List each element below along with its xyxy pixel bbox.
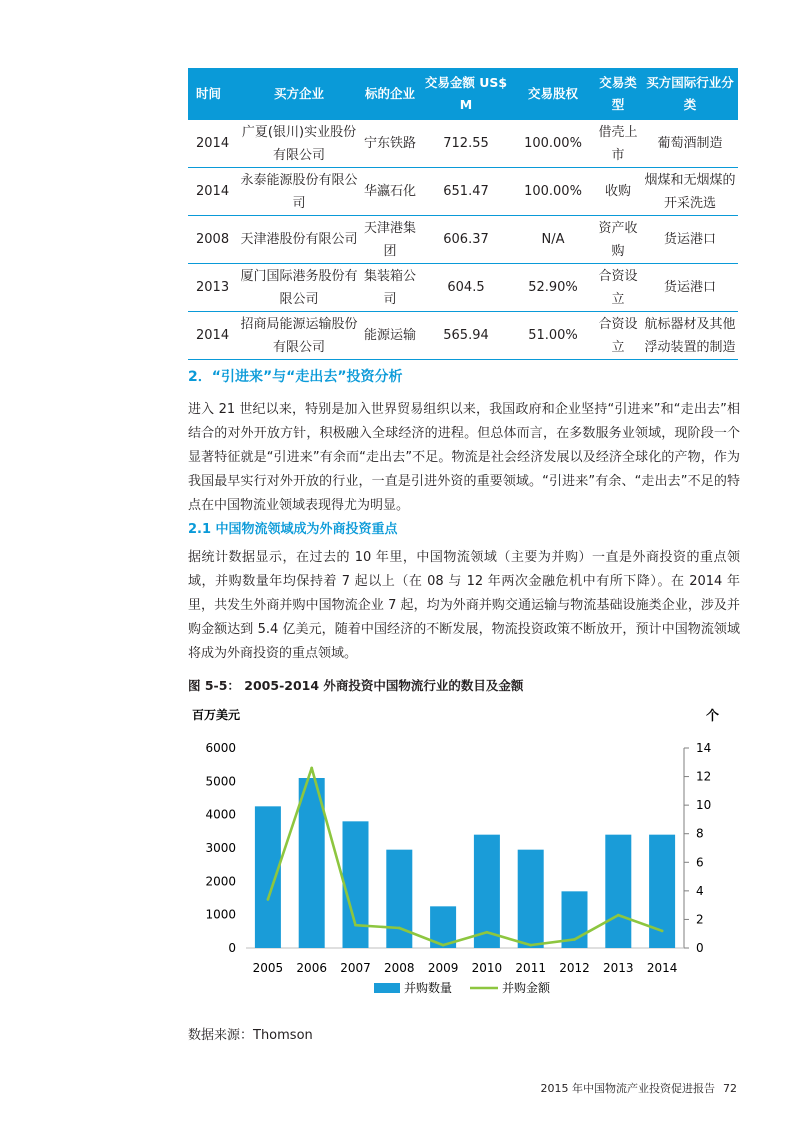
x-tick-label: 2012 (559, 961, 590, 975)
body-paragraph: 据统计数据显示，在过去的 10 年里，中国物流领域（主要为并购）一直是外商投资的重点领域，并购数量年均保持着 7 起以上（在 08 与 12 年两次金融危机中有所下降）。在 2014 年里，共发生外商并购中国物流企业 7 起，均为外商并购交通运输与物流基础设施类企业，涉及并购金额达到 5.4 亿美元，随着中国经济的不断发展，物流投资政策不断放开，预计中国物流领域将成为外商投资的重点领域。 (188, 550, 740, 661)
left-tick-label: 4000 (205, 807, 236, 822)
subsection-heading: 2.1 中国物流领域成为外商投资重点 (188, 522, 398, 537)
table-cell: 2014 (188, 120, 238, 168)
table-cell: 合资设立 (594, 264, 642, 312)
x-tick-label: 2011 (515, 961, 546, 975)
right-tick-label: 8 (696, 826, 704, 841)
legend-label: 并购数量 (404, 981, 453, 995)
bar (518, 850, 544, 948)
transaction-table (188, 68, 738, 360)
left-tick-label: 1000 (205, 907, 236, 922)
column-header: 买方企业 (238, 68, 360, 120)
table-cell: 565.94 (420, 312, 512, 360)
page-footer (533, 1080, 738, 1096)
x-tick-label: 2010 (471, 961, 503, 975)
x-tick-label: 2006 (296, 961, 327, 975)
x-tick-label: 2009 (427, 961, 459, 975)
table-cell: 天津港股份有限公司 (238, 216, 360, 264)
x-tick-label: 2013 (603, 961, 634, 975)
legend-label: 并购金额 (502, 981, 551, 995)
column-header: 交易类型 (594, 68, 642, 120)
left-tick-label: 0 (228, 941, 236, 955)
chart-container (180, 700, 740, 1012)
table-cell: 葡萄酒制造 (642, 120, 738, 168)
table-cell: 集装箱公司 (360, 264, 420, 312)
right-tick-label: 14 (696, 741, 712, 755)
legend-swatch-bar (374, 983, 400, 993)
line-point (310, 767, 313, 770)
line-point (573, 938, 576, 941)
table-cell: 借壳上市 (594, 120, 642, 168)
right-tick-label: 2 (696, 912, 704, 927)
page-number: 72 (723, 1082, 737, 1095)
table-row (188, 312, 738, 360)
line-point (529, 944, 532, 947)
table-row (188, 264, 738, 312)
table-cell: 52.90% (512, 264, 594, 312)
right-tick-label: 10 (696, 798, 712, 813)
line-point (661, 929, 664, 932)
combo-chart (180, 700, 740, 1012)
table-cell: 天津港集团 (360, 216, 420, 264)
table-header-row (188, 68, 738, 120)
x-tick-label: 2008 (384, 961, 415, 975)
line-point (354, 924, 357, 927)
bar (386, 850, 412, 948)
table-cell: 货运港口 (642, 264, 738, 312)
right-tick-label: 6 (696, 855, 704, 870)
table-cell: 宁东铁路 (360, 120, 420, 168)
table-cell: 厦门国际港务股份有限公司 (238, 264, 360, 312)
table-cell: 2008 (188, 216, 238, 264)
table-cell: 资产收购 (594, 216, 642, 264)
table-row (188, 120, 738, 168)
table-cell: 2014 (188, 312, 238, 360)
line-point (442, 944, 445, 947)
left-tick-label: 6000 (205, 741, 236, 755)
table-cell: 广夏(银川)实业股份有限公司 (238, 120, 360, 168)
table-cell: 2013 (188, 264, 238, 312)
line-series-path (268, 768, 662, 945)
table-cell: 651.47 (420, 168, 512, 216)
table-cell: 604.5 (420, 264, 512, 312)
column-header: 交易股权 (512, 68, 594, 120)
line-point (398, 927, 401, 930)
table-cell: 烟煤和无烟煤的开采洗选 (642, 168, 738, 216)
column-header: 时间 (188, 68, 238, 120)
table-cell: 航标器材及其他浮动装置的制造 (642, 312, 738, 360)
table-cell: 712.55 (420, 120, 512, 168)
table-cell: 招商局能源运输股份有限公司 (238, 312, 360, 360)
x-tick-label: 2007 (340, 961, 371, 975)
line-point (267, 898, 270, 901)
table-cell: 51.00% (512, 312, 594, 360)
bar (605, 835, 631, 948)
line-point (486, 931, 489, 934)
column-header: 买方国际行业分类 (642, 68, 738, 120)
right-tick-label: 4 (696, 883, 704, 898)
table-cell: 能源运输 (360, 312, 420, 360)
data-source: 数据来源：Thomson (188, 1028, 313, 1043)
figure-title: 图 5-5： 2005-2014 外商投资中国物流行业的数目及金额 (188, 678, 524, 693)
footer-title: 2015 年中国物流产业投资促进报告 (540, 1082, 715, 1095)
table-cell: 收购 (594, 168, 642, 216)
left-tick-label: 3000 (205, 841, 236, 855)
body-paragraph: 进入 21 世纪以来，特别是加入世界贸易组织以来，我国政府和企业坚持“引进来”和“走出去”相结合的对外开放方针，积极融入全球经济的进程。但总体而言，在多数服务业领域，现阶段一个显著特征就是“引进来”有余而“走出去”不足。物流是社会经济发展以及经济全球化的产物，作为我国最早实行对外开放的行业，一直是引进外资的重要领域。“引进来”有余、“走出去”不足的特点在中国物流业领域表现得尤为明显。 (188, 402, 740, 513)
table-cell: 永泰能源股份有限公司 (238, 168, 360, 216)
left-tick-label: 2000 (205, 874, 236, 889)
x-tick-label: 2005 (252, 961, 284, 975)
right-axis-title: 个 (706, 709, 720, 724)
line-point (617, 914, 620, 917)
section-heading: 2．“引进来”与“走出去”投资分析 (188, 369, 403, 385)
table-cell: 合资设立 (594, 312, 642, 360)
table-cell: 606.37 (420, 216, 512, 264)
table-row (188, 216, 738, 264)
bar (343, 821, 369, 948)
right-tick-label: 0 (696, 941, 704, 955)
left-tick-label: 5000 (205, 774, 236, 789)
table-row (188, 168, 738, 216)
table-cell: 货运港口 (642, 216, 738, 264)
table-cell: 100.00% (512, 168, 594, 216)
table-cell: 华瀛石化 (360, 168, 420, 216)
column-header: 标的企业 (360, 68, 420, 120)
bar (255, 806, 281, 948)
table-cell: 100.00% (512, 120, 594, 168)
table-cell: 2014 (188, 168, 238, 216)
x-tick-label: 2014 (646, 961, 678, 975)
left-axis-title: 百万美元 (192, 708, 241, 722)
column-header: 交易金额 US$ M (420, 68, 512, 120)
table-cell: N/A (512, 216, 594, 264)
right-tick-label: 12 (696, 769, 712, 784)
